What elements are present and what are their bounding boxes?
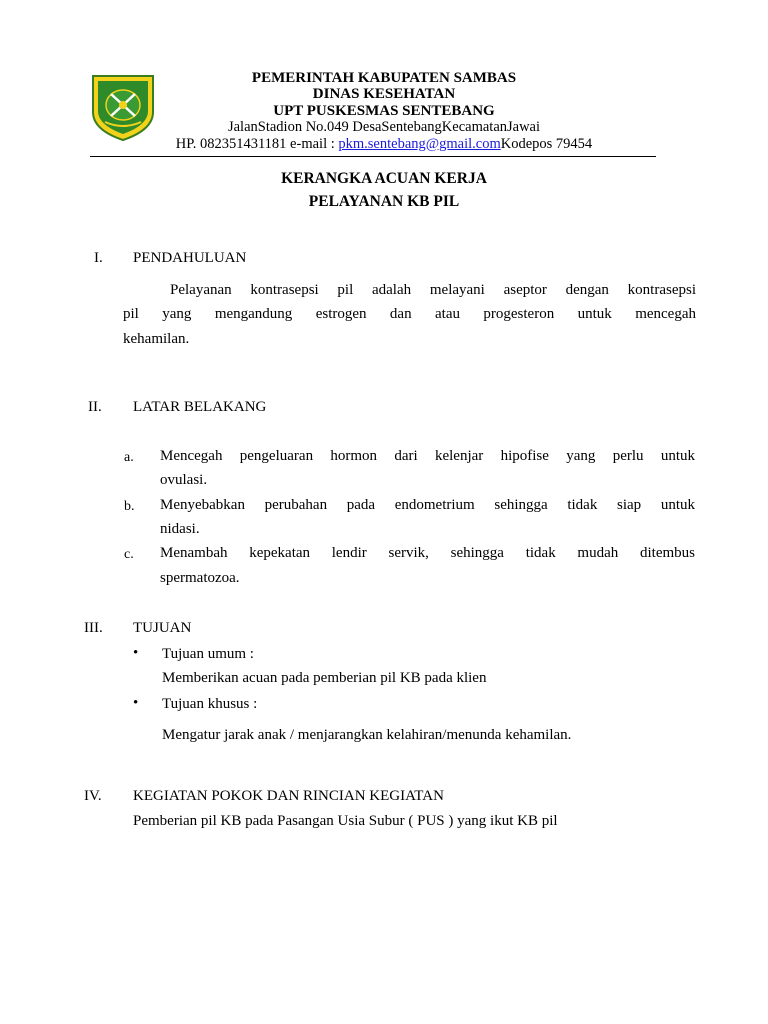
document-subtitle: PELAYANAN KB PIL [308,193,460,210]
bullet-icon: • [133,645,139,661]
section-number: II. [88,399,102,415]
header-government: PEMERINTAH KABUPATEN SAMBAS [251,70,517,86]
header-address: JalanStadion No.049 DesaSentebangKecamatanJawai [227,119,541,135]
section-title: LATAR BELAKANG [133,399,267,415]
header-agency: DINAS KESEHATAN [312,86,456,102]
list-item-continuation: spermatozoa. [160,570,240,586]
section-title: KEGIATAN POKOK DAN RINCIAN KEGIATAN [133,788,444,804]
list-item: Menyebabkan perubahan pada endometrium sehingga tidak siap untuk [160,497,695,513]
section-number: I. [94,250,103,266]
bullet-body: Mengatur jarak anak / menjarangkan kelahiran/menunda kehamilan. [162,727,572,743]
list-item-label: c. [124,547,134,562]
list-item-continuation: ovulasi. [160,472,208,488]
header-contact [0,136,768,153]
section-number: III. [84,620,103,636]
section-body: Pemberian pil KB pada Pasangan Usia Subur ( PUS ) yang ikut KB pil [133,813,558,829]
list-item-label: a. [124,450,134,465]
postal-code: Kodepos 79454 [500,136,593,152]
document-title: KERANGKA ACUAN KERJA [281,170,487,187]
paragraph-line: Pelayanan kontrasepsi pil adalah melayani aseptor dengan kontrasepsi [170,282,696,298]
bullet-heading: Tujuan khusus : [162,696,258,712]
bullet-body: Memberikan acuan pada pemberian pil KB pada klien [162,670,487,686]
bullet-heading: Tujuan umum : [162,646,254,662]
phone-text: HP. 082351431181 e-mail : [175,136,339,152]
list-item: Mencegah pengeluaran hormon dari kelenjar hipofise yang perlu untuk [160,448,695,464]
email-link[interactable]: pkm.sentebang@gmail.com [338,136,501,152]
section-number: IV. [84,788,102,804]
header-unit: UPT PUSKESMAS SENTEBANG [273,103,495,119]
bullet-icon: • [133,695,139,711]
header-divider [90,156,656,157]
paragraph-line: kehamilan. [123,331,190,347]
section-title: PENDAHULUAN [133,250,247,266]
list-item-label: b. [124,499,135,514]
section-title: TUJUAN [133,620,192,636]
paragraph-line: pil yang mengandung estrogen dan atau progesteron untuk mencegah [123,306,696,322]
list-item-continuation: nidasi. [160,521,200,537]
list-item: Menambah kepekatan lendir servik, sehingga tidak mudah ditembus [160,545,695,561]
